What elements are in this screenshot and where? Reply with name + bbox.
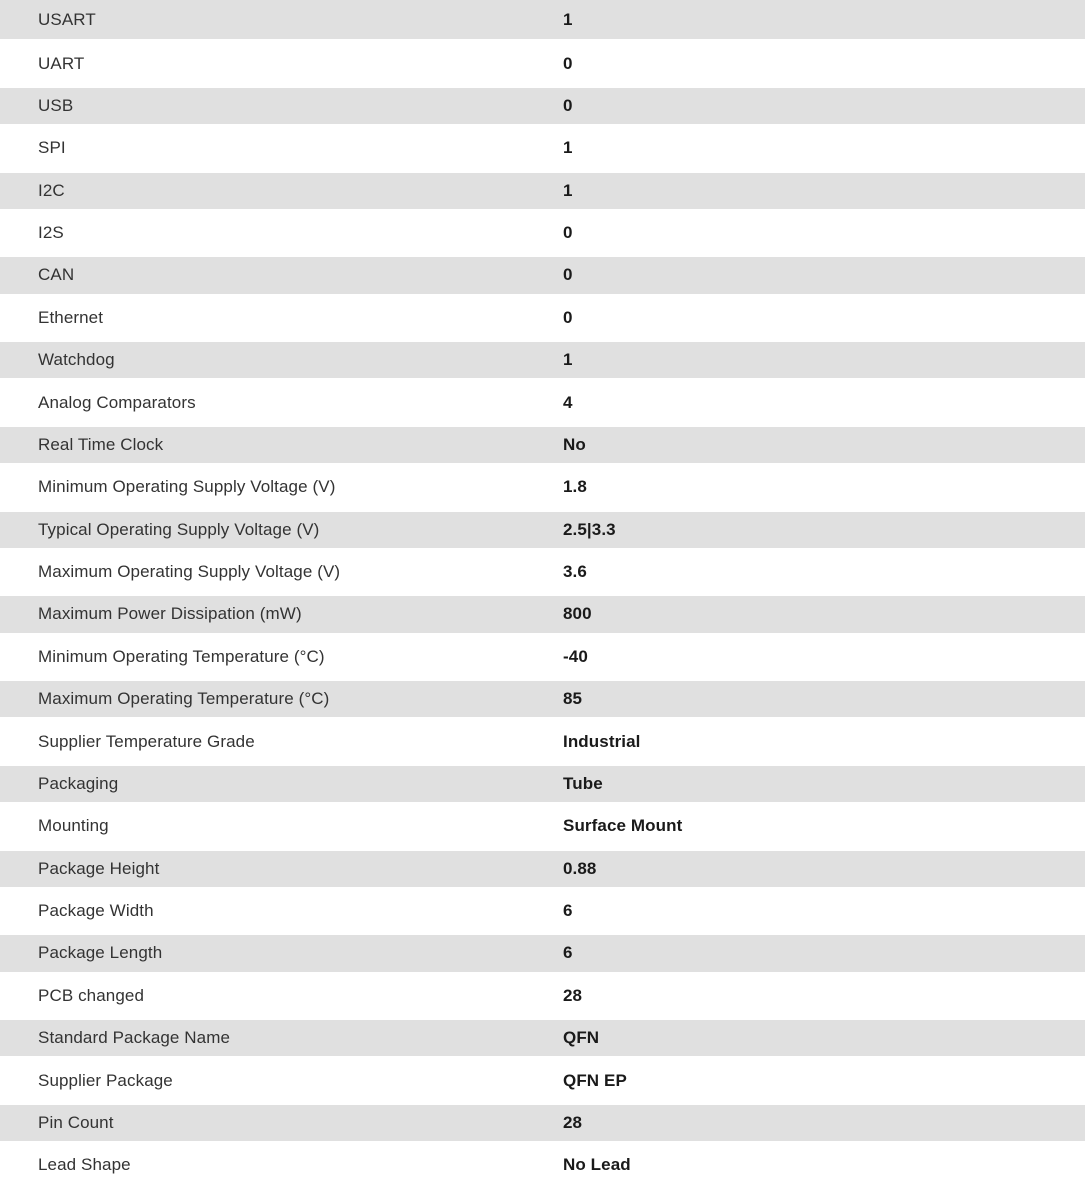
spec-attribute-label: Maximum Operating Supply Voltage (V) xyxy=(38,562,341,582)
spec-attribute-label: Package Width xyxy=(38,901,154,921)
spec-row xyxy=(0,1017,1085,1059)
spec-attribute-label: SPI xyxy=(38,138,66,158)
spec-row xyxy=(0,1144,1085,1186)
spec-attribute-label: Lead Shape xyxy=(38,1155,131,1175)
spec-row xyxy=(0,509,1085,551)
spec-attribute-label: Minimum Operating Supply Voltage (V) xyxy=(38,477,336,497)
spec-attribute-value: 0 xyxy=(563,307,573,327)
spec-attribute-label: USART xyxy=(38,9,96,29)
spec-attribute-value: QFN xyxy=(563,1028,600,1048)
spec-attribute-label: Pin Count xyxy=(38,1112,114,1132)
spec-row xyxy=(0,890,1085,932)
spec-attribute-value: 0.88 xyxy=(563,858,597,878)
spec-attribute-label: Maximum Operating Temperature (°C) xyxy=(38,689,330,709)
spec-attribute-value: 1 xyxy=(563,9,573,29)
spec-row xyxy=(0,85,1085,127)
spec-attribute-label: Supplier Package xyxy=(38,1070,173,1090)
spec-attribute-value: 1 xyxy=(563,138,573,158)
spec-row xyxy=(0,212,1085,254)
spec-attribute-value: Surface Mount xyxy=(563,816,683,836)
spec-attribute-value: 0 xyxy=(563,265,573,285)
spec-row xyxy=(0,720,1085,762)
spec-attribute-value: -40 xyxy=(563,646,588,666)
spec-attribute-value: 1 xyxy=(563,180,573,200)
spec-attribute-value: Tube xyxy=(563,773,603,793)
spec-attribute-label: Package Height xyxy=(38,858,160,878)
spec-attribute-label: Supplier Temperature Grade xyxy=(38,731,255,751)
spec-attribute-value: 0 xyxy=(563,95,573,115)
spec-row xyxy=(0,0,1085,42)
spec-attribute-value: 800 xyxy=(563,604,592,624)
spec-attribute-label: I2S xyxy=(38,223,64,243)
spec-attribute-label: Watchdog xyxy=(38,350,115,370)
spec-row xyxy=(0,42,1085,84)
spec-row xyxy=(0,932,1085,974)
spec-attribute-value: 0 xyxy=(563,53,573,73)
spec-attribute-value: 1 xyxy=(563,350,573,370)
spec-row xyxy=(0,805,1085,847)
spec-attribute-value: No xyxy=(563,434,586,454)
spec-attribute-label: Ethernet xyxy=(38,307,104,327)
spec-attribute-value: QFN EP xyxy=(563,1070,627,1090)
spec-row xyxy=(0,678,1085,720)
spec-attribute-label: Package Length xyxy=(38,943,163,963)
spec-row xyxy=(0,593,1085,635)
spec-attribute-value: No Lead xyxy=(563,1155,631,1175)
spec-row xyxy=(0,975,1085,1017)
spec-attribute-label: Mounting xyxy=(38,816,109,836)
spec-attribute-label: UART xyxy=(38,53,85,73)
spec-attribute-label: Real Time Clock xyxy=(38,434,164,454)
spec-attribute-value: 28 xyxy=(563,1112,583,1132)
spec-row xyxy=(0,466,1085,508)
spec-row xyxy=(0,848,1085,890)
spec-row xyxy=(0,424,1085,466)
spec-attribute-label: Minimum Operating Temperature (°C) xyxy=(38,646,325,666)
spec-row xyxy=(0,339,1085,381)
spec-attribute-value: 2.5|3.3 xyxy=(563,519,616,539)
spec-row xyxy=(0,127,1085,169)
spec-attribute-label: PCB changed xyxy=(38,985,145,1005)
spec-attribute-value: 3.6 xyxy=(563,562,587,582)
spec-row xyxy=(0,297,1085,339)
spec-attribute-value: 6 xyxy=(563,901,573,921)
spec-attribute-value: 6 xyxy=(563,943,573,963)
spec-attribute-value: 85 xyxy=(563,689,583,709)
spec-attribute-label: CAN xyxy=(38,265,75,285)
spec-attribute-value: 0 xyxy=(563,223,573,243)
spec-row xyxy=(0,551,1085,593)
spec-attribute-label: Packaging xyxy=(38,773,119,793)
spec-attribute-value: 1.8 xyxy=(563,477,587,497)
spec-attribute-label: Maximum Power Dissipation (mW) xyxy=(38,604,302,624)
spec-attribute-label: Standard Package Name xyxy=(38,1028,231,1048)
spec-attribute-label: Typical Operating Supply Voltage (V) xyxy=(38,519,320,539)
spec-row xyxy=(0,381,1085,423)
spec-attribute-value: 4 xyxy=(563,392,573,412)
spec-row xyxy=(0,170,1085,212)
spec-attribute-value: Industrial xyxy=(563,731,641,751)
spec-attribute-label: Analog Comparators xyxy=(38,392,196,412)
spec-row xyxy=(0,1059,1085,1101)
spec-row xyxy=(0,636,1085,678)
spec-row xyxy=(0,1102,1085,1144)
spec-row xyxy=(0,254,1085,296)
spec-attribute-label: I2C xyxy=(38,180,65,200)
spec-attribute-value: 28 xyxy=(563,985,583,1005)
spec-attribute-label: USB xyxy=(38,95,74,115)
spec-row xyxy=(0,763,1085,805)
